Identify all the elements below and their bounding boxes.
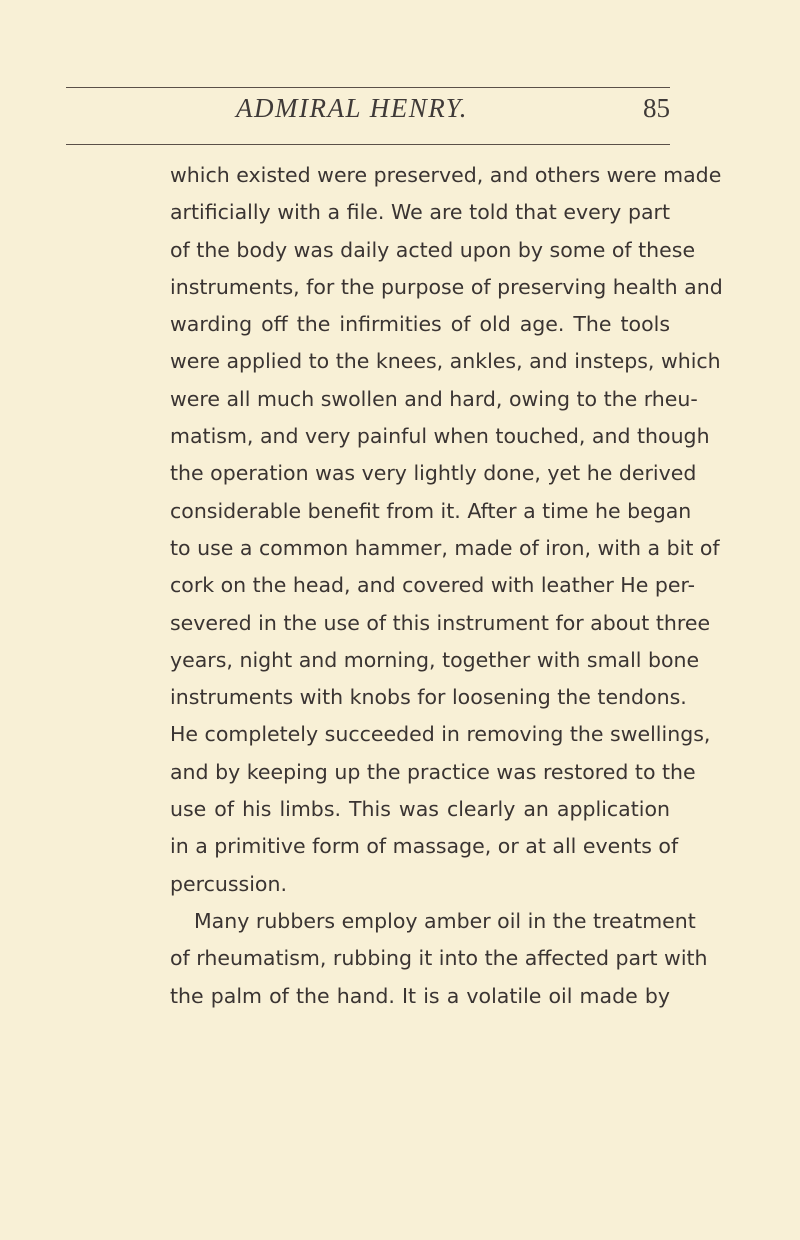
text-line: of rheumatism, rubbing it into the affected part with: [170, 946, 708, 971]
text-line: to use a common hammer, made of iron, with a bit of: [170, 535, 720, 560]
text-line: which existed were preserved, and others were made: [170, 163, 722, 187]
text-line: instruments, for the purpose of preserving health and: [170, 274, 723, 299]
text-line: He completely succeeded in removing the swellings,: [170, 722, 711, 747]
paragraph-2: [170, 903, 708, 1015]
text-line: matism, and very painful when touched, and though: [170, 424, 710, 449]
text-line: cork on the head, and covered with leather He per-: [170, 573, 695, 598]
page-number: 85: [643, 93, 670, 123]
text-line: warding off the infirmities of old age. The tools: [170, 312, 670, 337]
body-text: [170, 157, 723, 1015]
text-line: use of his limbs. This was clearly an application: [170, 797, 670, 822]
text-line: were applied to the knees, ankles, and insteps, which: [170, 349, 721, 374]
text-line: instruments with knobs for loosening the tendons.: [170, 685, 687, 710]
text-line: and by keeping up the practice was restored to the: [170, 759, 696, 784]
text-line: the operation was very lightly done, yet he derived: [170, 461, 697, 486]
header-top-rule: [66, 87, 670, 88]
text-line: severed in the use of this instrument for about three: [170, 610, 711, 635]
text-line: were all much swollen and hard, owing to the rheu-: [170, 386, 698, 411]
paragraph-1: [170, 157, 723, 903]
text-line: of the body was daily acted upon by some of these: [170, 237, 696, 262]
text-line: artificially with a file. We are told that every part: [170, 200, 670, 225]
text-line: the palm of the hand. It is a volatile oil made by: [170, 983, 670, 1008]
text-line: Many rubbers employ amber oil in the treatment: [194, 908, 696, 933]
text-line: years, night and morning, together with small bone: [170, 647, 700, 672]
header-bottom-rule: [66, 144, 670, 145]
text-line: in a primitive form of massage, or at all events of: [170, 834, 679, 859]
text-line: percussion.: [170, 871, 287, 896]
text-line: considerable benefit from it. After a time he began: [170, 498, 692, 523]
running-head-title: ADMIRAL HENRY.: [236, 93, 469, 123]
running-head: [66, 93, 670, 133]
